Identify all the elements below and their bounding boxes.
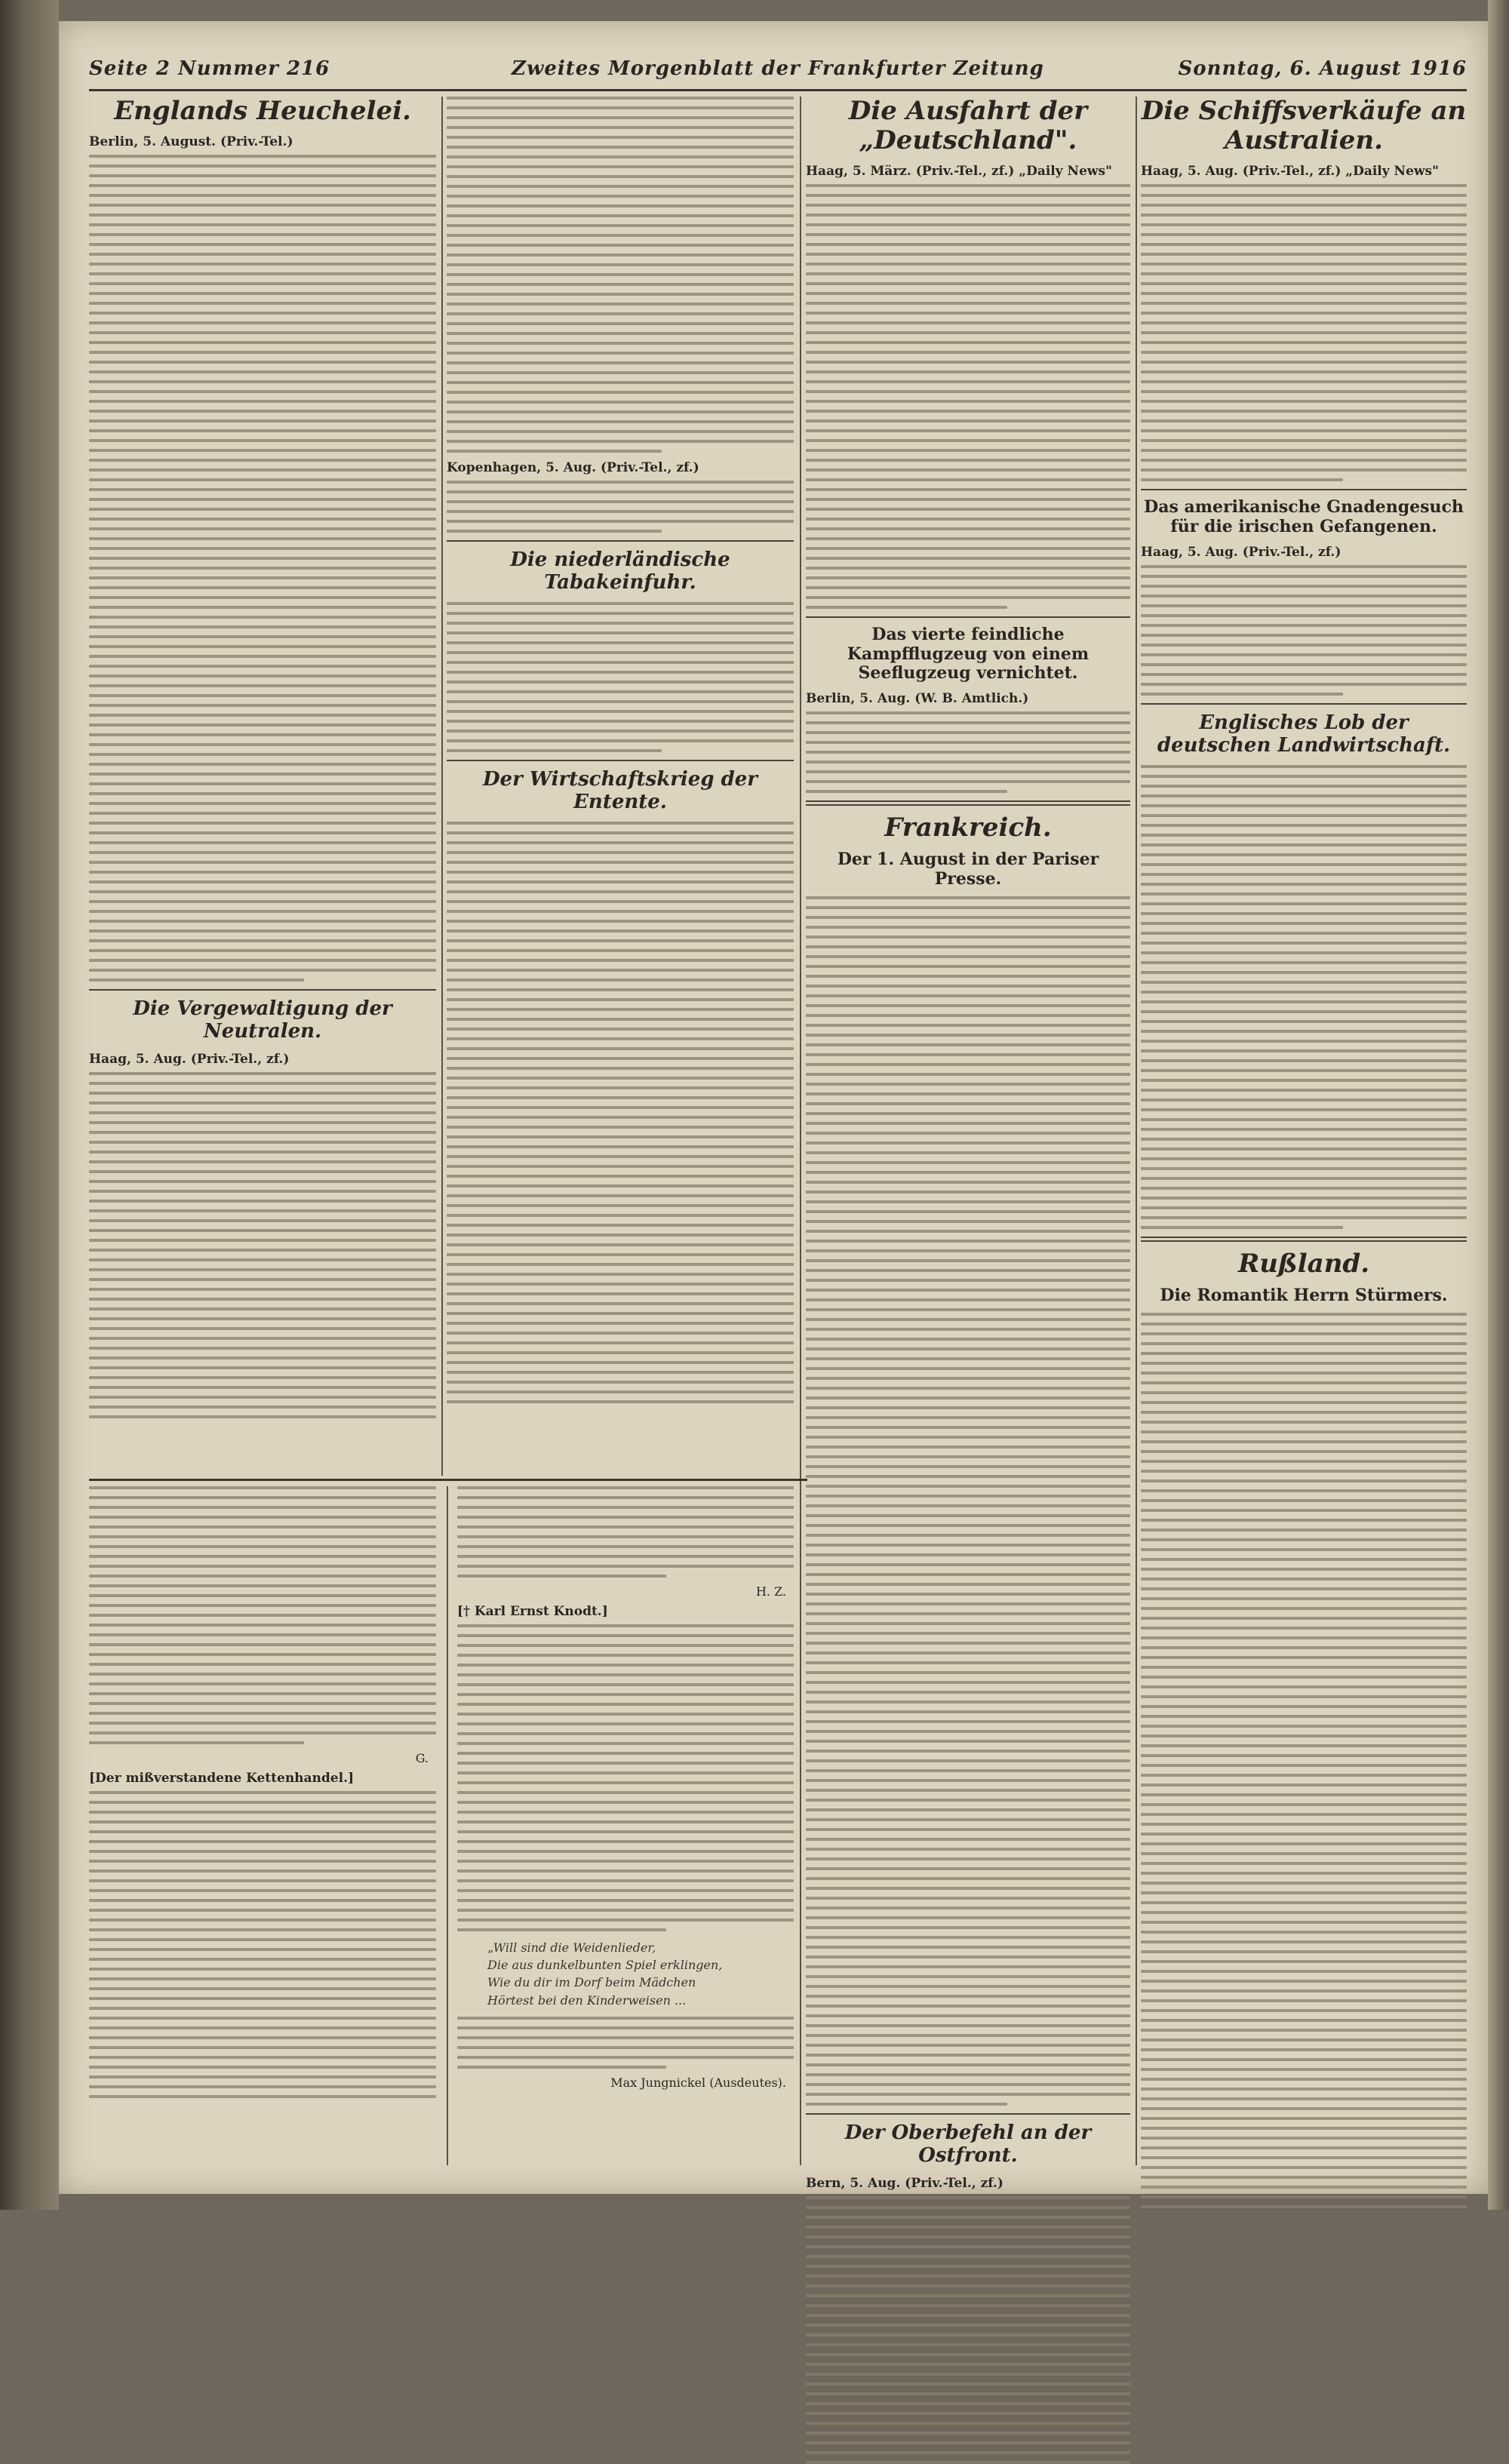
article-body-text <box>447 602 794 752</box>
article-body-text <box>447 481 794 533</box>
poem-line: Die aus dunkelbunten Spiel erklingen, <box>487 1958 723 1973</box>
feuilleton-signature: G. <box>415 1751 429 1765</box>
page-edge <box>1488 0 1509 2210</box>
section-separator <box>1141 1237 1467 1242</box>
article-body-text <box>1141 565 1467 696</box>
feuilleton-column-1 <box>89 1486 436 2165</box>
poem-line: Wie du dir im Dorf beim Mädchen <box>487 1975 696 1990</box>
article-dateline: Haag, 5. Aug. (Priv.-Tel., zf.) <box>89 1051 290 1067</box>
article-separator <box>447 540 794 542</box>
article-headline: Das amerikanische Gnadengesuch für die irischen Gefangenen. <box>1144 497 1464 536</box>
article-dateline: Haag, 5. Aug. (Priv.-Tel., zf.) „Daily News" <box>1141 164 1439 180</box>
poem <box>487 1939 794 2009</box>
section-separator <box>806 800 1130 806</box>
feuilleton-text <box>89 1486 436 1744</box>
article-headline: Der Oberbefehl an der Ostfront. <box>844 2121 1092 2167</box>
obituary-title: [† Karl Ernst Knodt.] <box>457 1604 608 1619</box>
article-body-text <box>1141 1313 1467 2208</box>
feuilleton-rule <box>89 1479 807 1481</box>
column-rule <box>441 97 443 1476</box>
article-separator <box>1141 703 1467 705</box>
feuilleton-item-title: [Der mißverstandene Kettenhandel.] <box>89 1771 355 1786</box>
article-headline: Die Ausfahrt der „Deutschland". <box>848 96 1088 156</box>
article-body-text <box>806 896 1130 2106</box>
masthead-title: Zweites Morgenblatt der Frankfurter Zeitung <box>512 57 1044 80</box>
poem-signature: Max Jungnickel (Ausdeutes). <box>610 2075 786 2090</box>
article-dateline: Kopenhagen, 5. Aug. (Priv.-Tel., zf.) <box>447 460 699 475</box>
poem-line: Hörtest bei den Kinderweisen ... <box>487 1992 687 2008</box>
article-headline: Der Wirtschaftskrieg der Entente. <box>483 767 758 813</box>
article-body-text <box>89 1072 436 1418</box>
column-3 <box>806 96 1130 2191</box>
masthead <box>89 50 1467 91</box>
article-body-text <box>806 711 1130 793</box>
section-headline: Rußland. <box>1237 1248 1370 1279</box>
article-body-text <box>806 184 1130 609</box>
article-body-text <box>1141 184 1467 481</box>
column-1 <box>89 97 436 1474</box>
column-rule <box>800 97 801 2165</box>
article-headline: Die Schiffsverkäufe an Australien. <box>1141 96 1467 156</box>
article-dateline: Bern, 5. Aug. (Priv.-Tel., zf.) <box>806 2175 1003 2191</box>
article-body-text <box>806 2196 1130 2464</box>
article-dateline: Haag, 5. März. (Priv.-Tel., zf.) „Daily News" <box>806 164 1112 180</box>
article-separator <box>1141 489 1467 490</box>
column-rule <box>1136 97 1137 2165</box>
poem-line: „Will sind die Weidenlieder, <box>487 1940 656 1956</box>
article-separator <box>89 989 436 991</box>
article-headline: Die Vergewaltigung der Neutralen. <box>133 997 392 1043</box>
column-4 <box>1141 97 1467 2165</box>
article-body-text <box>447 97 794 453</box>
feuilleton-signature: H. Z. <box>755 1584 786 1599</box>
article-body-text <box>447 822 794 1403</box>
feuilleton-text <box>457 1486 794 1578</box>
article-headline: Die niederländische Tabakeinfuhr. <box>510 548 730 594</box>
masthead-date: Sonntag, 6. August 1916 <box>1178 57 1467 80</box>
column-rule <box>447 1486 448 2165</box>
article-headline: Englisches Lob der deutschen Landwirtschaft. <box>1157 711 1451 757</box>
article-dateline: Haag, 5. Aug. (Priv.-Tel., zf.) <box>1141 544 1342 560</box>
article-dateline: Berlin, 5. Aug. (W. B. Amtlich.) <box>806 691 1029 707</box>
article-headline: Der 1. August in der Pariser Presse. <box>837 849 1099 889</box>
article-dateline: Berlin, 5. August. (Priv.-Tel.) <box>89 134 294 150</box>
masthead-page-number: Seite 2 Nummer 216 <box>89 57 330 80</box>
feuilleton-text <box>457 2017 794 2069</box>
feuilleton-column-2 <box>457 1486 794 2165</box>
article-body-text <box>89 155 436 982</box>
feuilleton-text <box>89 1791 436 2098</box>
article-headline: Das vierte feindliche Kampfflugzeug von einem Seeflugzeug vernichtet. <box>847 625 1089 683</box>
feuilleton-text <box>457 1624 794 1931</box>
article-headline: Englands Heuchelei. <box>114 96 411 126</box>
section-headline: Frankreich. <box>884 813 1052 843</box>
article-separator <box>447 760 794 761</box>
article-body-text <box>1141 765 1467 1229</box>
article-headline: Die Romantik Herrn Stürmers. <box>1160 1285 1448 1305</box>
book-spine <box>0 0 59 2210</box>
article-separator <box>806 2113 1130 2115</box>
column-2 <box>447 97 794 1474</box>
article-separator <box>806 616 1130 618</box>
